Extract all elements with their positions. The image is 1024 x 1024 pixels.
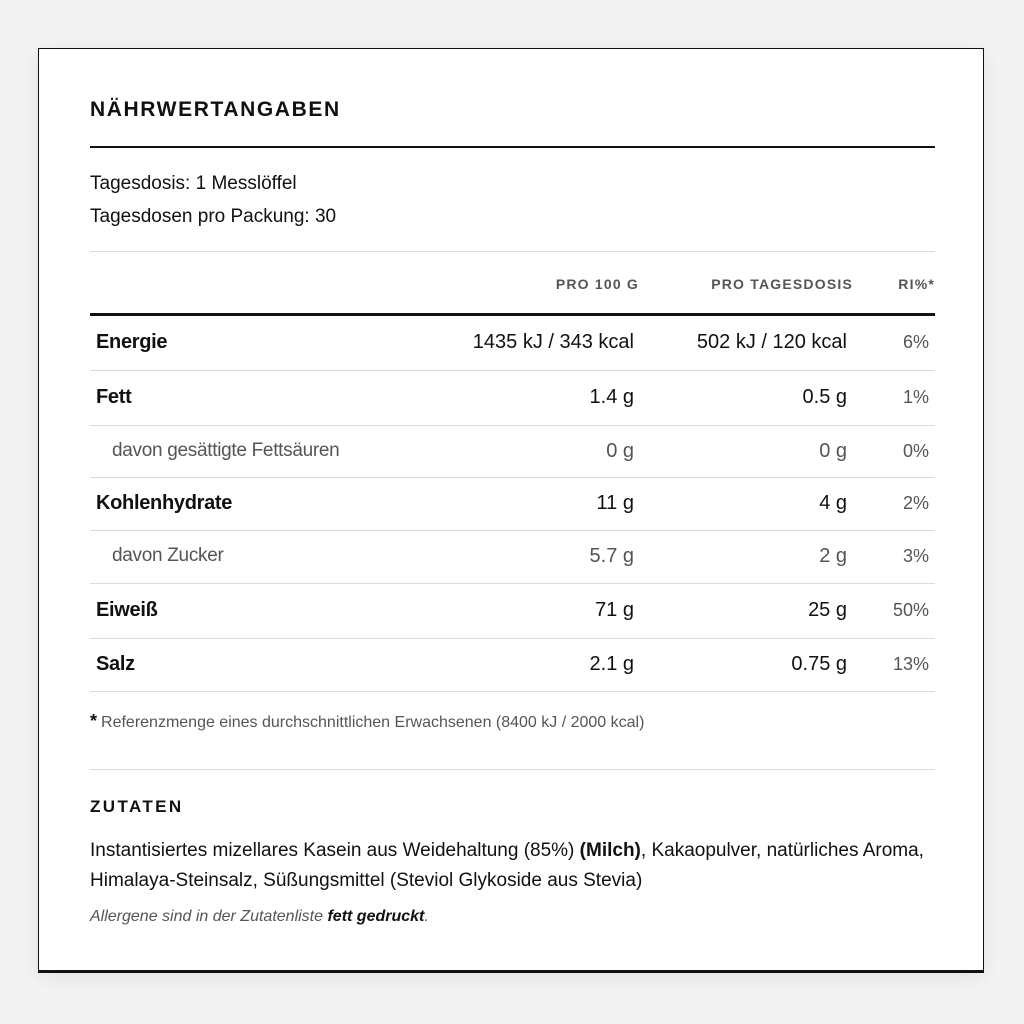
row-value-per100: 1.4 g: [589, 386, 634, 408]
row-value-per-dose: 25 g: [808, 599, 847, 621]
row-value-per100: 1435 kJ / 343 kcal: [472, 331, 634, 353]
table-row-eiweiss: [90, 584, 935, 639]
ingredients-text: [90, 836, 935, 896]
table-row-energie: [90, 316, 935, 371]
title-divider: [90, 146, 935, 148]
row-value-ri: 2%: [902, 493, 929, 513]
row-value-ri: 6%: [902, 332, 929, 352]
row-value-per100: 2.1 g: [589, 653, 634, 675]
table-row-gesaettigte-fettsaeuren: [90, 426, 935, 478]
ingredients-text-start: Instantisiertes mizellares Kasein aus Weidehaltung (85%): [90, 840, 580, 861]
row-value-per-dose: 0.5 g: [802, 386, 847, 408]
row-label: davon Zucker: [112, 545, 224, 566]
row-value-per-dose: 0 g: [819, 440, 847, 462]
allergen-milch: (Milch): [579, 840, 641, 861]
table-row-kohlenhydrate: [90, 478, 935, 531]
footnote-asterisk: *: [90, 711, 98, 731]
allergen-note-end: .: [424, 908, 429, 925]
row-value-ri: 0%: [902, 441, 929, 461]
row-value-per100: 71 g: [595, 599, 634, 621]
allergen-note-bold: fett gedruckt: [327, 908, 425, 925]
footnote-text: Referenzmenge eines durchschnittlichen Erwachsenen (8400 kJ / 2000 kcal): [101, 714, 645, 731]
row-value-ri: 13%: [892, 654, 929, 674]
table-row-zucker: [90, 531, 935, 584]
ingredients-title: ZUTATEN: [90, 797, 184, 816]
row-value-per100: 5.7 g: [589, 545, 634, 567]
row-label: Eiweiß: [96, 599, 158, 621]
allergen-note: [90, 908, 429, 926]
nutrition-card: [38, 48, 984, 973]
row-label: Salz: [96, 653, 135, 675]
section-title: NÄHRWERTANGABEN: [90, 98, 341, 121]
row-divider: [90, 691, 935, 692]
table-row-salz: [90, 639, 935, 692]
row-label: Energie: [96, 331, 168, 353]
row-label: Fett: [96, 386, 132, 408]
row-value-per-dose: 0.75 g: [791, 653, 847, 675]
servings-per-pack: Tagesdosen pro Packung: 30: [90, 206, 337, 227]
row-value-ri: 3%: [902, 546, 929, 566]
ingredients-text-end: , Kakaopulver, natürliches Aroma, Himalaya-Steinsalz, Süßungsmittel (Steviol Glykoside aus Stevia): [90, 840, 924, 891]
column-header-per-dose: PRO TAGESDOSIS: [711, 276, 853, 292]
row-label: davon gesättigte Fettsäuren: [112, 440, 340, 461]
row-value-per-dose: 502 kJ / 120 kcal: [696, 331, 847, 353]
table-row-fett: [90, 371, 935, 426]
serving-divider: [90, 251, 935, 252]
row-value-ri: 50%: [892, 600, 929, 620]
row-value-per-dose: 2 g: [819, 545, 847, 567]
ri-footnote: [90, 711, 644, 732]
row-value-per-dose: 4 g: [819, 492, 847, 514]
serving-size: Tagesdosis: 1 Messlöffel: [90, 173, 297, 194]
row-label: Kohlenhydrate: [96, 492, 233, 514]
row-value-per100: 0 g: [606, 440, 634, 462]
allergen-note-start: Allergene sind in der Zutatenliste: [90, 908, 328, 925]
row-value-per100: 11 g: [596, 492, 634, 514]
row-value-ri: 1%: [902, 387, 929, 407]
ingredients-divider: [90, 769, 935, 770]
column-header-ri: RI%*: [898, 276, 935, 292]
column-header-per100: PRO 100 G: [555, 276, 639, 292]
